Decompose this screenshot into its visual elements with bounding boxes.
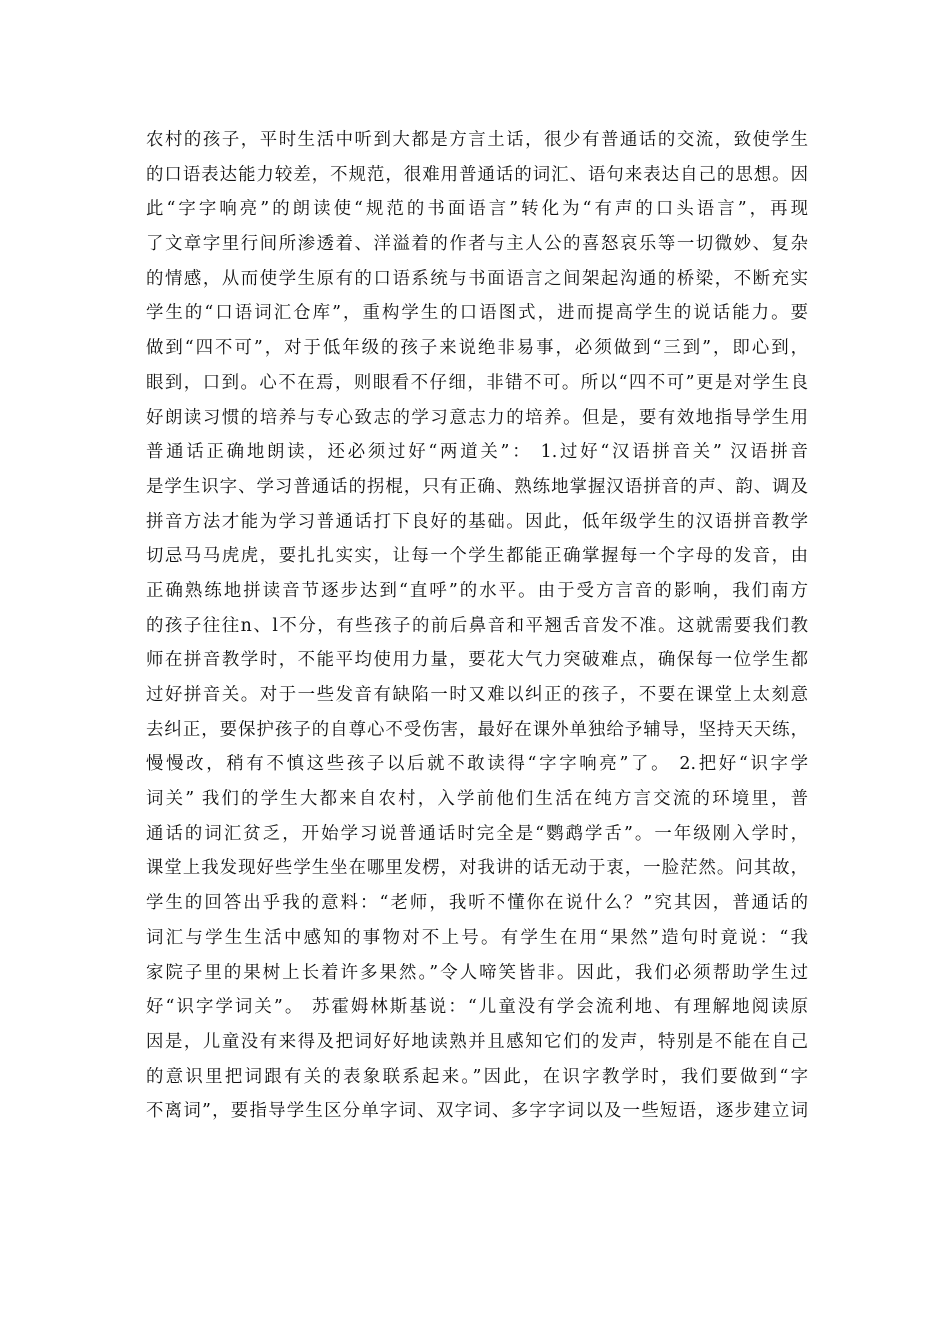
text-line-7: 做到“四不可”，对于低年级的孩子来说绝非易事，必须做到“三到”，即心到，	[146, 338, 808, 359]
text-line-18: 去纠正，要保护孩子的自尊心不受伤害，最好在课外单独给予辅导，坚持天天练，	[146, 719, 808, 740]
text-line-5: 的情感，从而使学生原有的口语系统与书面语言之间架起沟通的桥梁，不断充实	[146, 268, 808, 289]
text-line-25: 家院子里的果树上长着许多果然。”令人啼笑皆非。因此，我们必须帮助学生过	[146, 962, 808, 983]
text-line-24: 词汇与学生生活中感知的事物对不上号。有学生在用“果然”造句时竟说：“我	[146, 927, 808, 948]
text-line-11: 是学生识字、学习普通话的拐棍，只有正确、熟练地掌握汉语拼音的声、韵、调及	[146, 476, 808, 497]
text-line-29: 不离词”，要指导学生区分单字词、双字词、多字字词以及一些短语，逐步建立词	[146, 1101, 808, 1122]
text-line-22: 课堂上我发现好些学生坐在哪里发楞，对我讲的话无动于衷，一脸茫然。问其故，	[146, 858, 808, 879]
text-line-27: 因是，儿童没有来得及把词好好地读熟并且感知它们的发声，特别是不能在自己	[146, 1031, 808, 1052]
text-line-2: 的口语表达能力较差，不规范，很难用普通话的词汇、语句来表达自己的思想。因	[146, 164, 808, 185]
text-line-21: 通话的词汇贫乏，开始学习说普通话时完全是“鹦鹉学舌”。一年级刚入学时，	[146, 823, 808, 844]
text-line-12: 拼音方法才能为学习普通话打下良好的基础。因此，低年级学生的汉语拼音教学	[146, 511, 808, 532]
text-line-1: 农村的孩子，平时生活中听到大都是方言土话，很少有普通话的交流，致使学生	[146, 130, 808, 150]
text-line-8: 眼到，口到。心不在焉，则眼看不仔细，非错不可。所以“四不可”更是对学生良	[146, 372, 808, 393]
text-line-14: 正确熟练地拼读音节逐步达到“直呼”的水平。由于受方言音的影响，我们南方	[146, 580, 808, 601]
body-text	[146, 123, 808, 1129]
text-line-28: 的意识里把词跟有关的表象联系起来。”因此，在识字教学时，我们要做到“字	[146, 1066, 808, 1087]
text-line-3: 此“字字响亮”的朗读使“规范的书面语言”转化为“有声的口头语言”，再现	[146, 199, 808, 220]
text-line-26: 好“识字学词关”。 苏霍姆林斯基说：“儿童没有学会流利地、有理解地阅读原	[146, 997, 808, 1018]
text-line-19: 慢慢改，稍有不慎这些孩子以后就不敢读得“字字响亮”了。 2.把好“识字学	[146, 754, 808, 775]
text-line-23: 学生的回答出乎我的意料：“老师，我听不懂你在说什么？”究其因，普通话的	[146, 893, 808, 914]
text-line-4: 了文章字里行间所渗透着、洋溢着的作者与主人公的喜怒哀乐等一切微妙、复杂	[146, 234, 808, 255]
text-line-13: 切忌马马虎虎，要扎扎实实，让每一个学生都能正确掌握每一个字母的发音，由	[146, 546, 808, 567]
text-line-20: 词关” 我们的学生大都来自农村，入学前他们生活在纯方言交流的环境里，普	[146, 789, 808, 810]
text-line-6: 学生的“口语词汇仓库”，重构学生的口语图式，进而提高学生的说话能力。要	[146, 303, 808, 324]
text-line-16: 师在拼音教学时，不能平均使用力量，要花大气力突破难点，确保每一位学生都	[146, 650, 808, 671]
text-line-17: 过好拼音关。对于一些发音有缺陷一时又难以纠正的孩子，不要在课堂上太刻意	[146, 685, 808, 705]
text-line-15: 的孩子往往n、l不分，有些孩子的前后鼻音和平翘舌音发不准。这就需要我们教	[146, 615, 808, 636]
text-line-10: 普通话正确地朗读，还必须过好“两道关”： 1.过好“汉语拼音关” 汉语拼音	[146, 442, 808, 463]
text-line-9: 好朗读习惯的培养与专心致志的学习意志力的培养。但是，要有效地指导学生用	[146, 407, 808, 428]
